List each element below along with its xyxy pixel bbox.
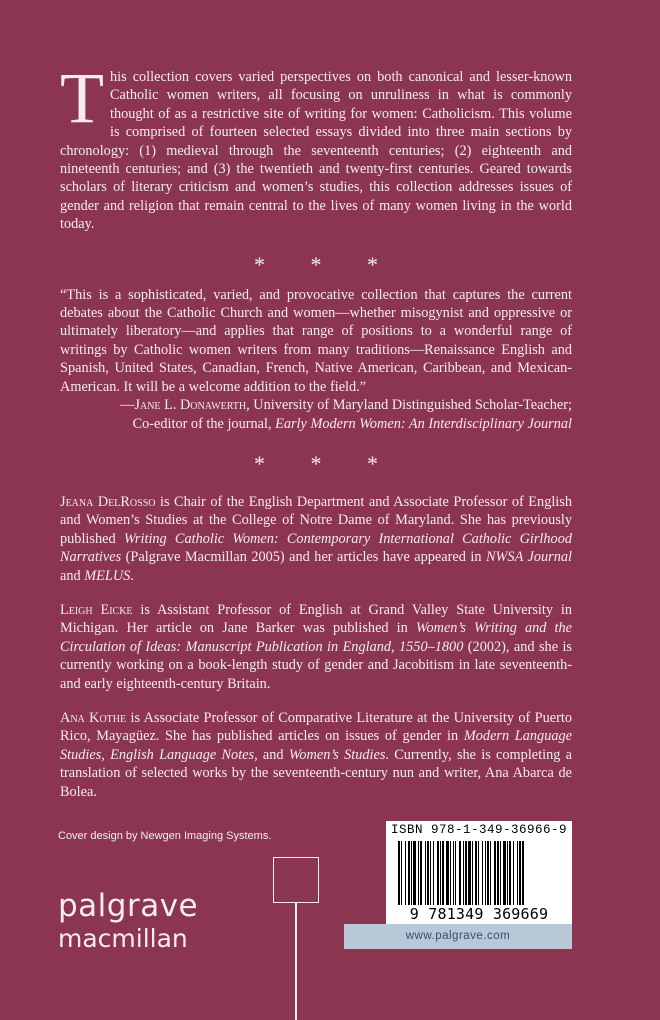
author-bio: [60, 709, 572, 801]
bio-title: NWSA Journal: [485, 549, 572, 566]
bio-title: MELUS: [84, 567, 131, 584]
barcode-bars: [398, 841, 560, 905]
bio-text: .: [130, 567, 134, 584]
bio-text: . Currently, she is completing a translation of selected works by the seventeenth-century nun and writer, Ana Abarca de Bolea.: [60, 746, 572, 800]
separator: * * *: [254, 450, 398, 476]
bio-name: Jeana DelRosso: [60, 493, 156, 510]
barcode-digits: 9 781349 369669: [409, 905, 549, 923]
cover-credit: Cover design by Newgen Imaging Systems.: [58, 830, 272, 842]
publisher-logo-line: [295, 903, 297, 1020]
blurb-quote: “This is a sophisticated, varied, and provocative collection that captures the current debates about the Catholic Church and women—whether misogynist and oppressive or ultimately liberatory—and applies that range of positions to a wonderful range of writings by Catholic women writers from many traditions—Renaissance English and Spanish, United States, Canadian, French, Native American, Caribbean, and Mexican-American. It will be a welcome addition to the field.”: [60, 286, 572, 395]
bio-name: Leigh Eicke: [60, 601, 133, 618]
bio-title: Modern Language Studies, English Language Notes,: [60, 728, 572, 763]
bio-text: (2002), and she is currently working on a book-length study of gender and Jacobitism in late seventeenth- and early eighteenth-century Britain.: [60, 638, 572, 692]
bio-text: is Associate Professor of Comparative Literature at the University of Puerto Rico, Mayagüez. She has published articles on issues of gender in: [60, 709, 572, 745]
separator: * * *: [254, 251, 398, 277]
blurb-attribution: [60, 396, 572, 433]
isbn-label: ISBN 978-1-349-36966-9: [390, 823, 568, 837]
website-url: www.palgrave.com: [344, 924, 572, 949]
bio-title: Writing Catholic Women: Contemporary International Catholic Girlhood Narratives: [60, 530, 573, 566]
isbn-barcode: [386, 821, 572, 927]
publisher-imprint: macmillan: [58, 924, 188, 953]
attribution-dash: —: [120, 397, 135, 414]
bio-title: Women’s Writing and the Circulation of Ideas: Manuscript Publication in England, 1550–1800: [60, 620, 572, 655]
attribution-line-2: [60, 415, 572, 433]
attribution-prefix: Co-editor of the journal,: [132, 415, 276, 432]
bio-text: and: [60, 567, 85, 584]
author-bio: [60, 493, 572, 585]
publisher-logo-square: [273, 857, 319, 903]
bio-text: is Assistant Professor of English at Grand Valley State University in Michigan. Her article on Jane Barker was published in: [60, 601, 572, 637]
author-bio: [60, 601, 572, 693]
bio-text: is Chair of the English Department and Associate Professor of English and Women’s Studies at the College of Notre Dame of Maryland. She has previously published: [60, 493, 572, 547]
attribution-role: , University of Maryland Distinguished Scholar-Teacher;: [246, 397, 572, 414]
attribution-journal: Early Modern Women: An Interdisciplinary Journal: [275, 415, 572, 432]
bio-name: Ana Kothe: [60, 709, 127, 726]
intro-paragraph: [60, 58, 572, 234]
bio-title: Women’s Studies: [288, 746, 386, 763]
main-text: [60, 58, 573, 801]
attribution-line-1: [60, 396, 572, 414]
intro-text: his collection covers varied perspectives on both canonical and lesser-known Catholic women writers, all focusing on unruliness in what is commonly thought of as a restrictive site of writing for women: Catholicism. This volume is comprised of fourteen selected essays divided into three main sections by chronology: (1) medieval through the seventeenth centuries; (2) eighteenth and nineteenth centuries; and (3) the twentieth and twenty-first centuries. Geared towards scholars of literary criticism and women’s studies, this collection addresses issues of gender and religion that remain central to the lives of many women living in the world today.: [60, 69, 572, 233]
attribution-name: Jane L. Donawerth: [134, 397, 247, 414]
bio-text: (Palgrave Macmillan 2005) and her articles have appeared in: [121, 549, 486, 566]
publisher-name: palgrave: [58, 888, 199, 924]
drop-cap: T: [60, 58, 104, 138]
bio-text: and: [257, 746, 289, 763]
